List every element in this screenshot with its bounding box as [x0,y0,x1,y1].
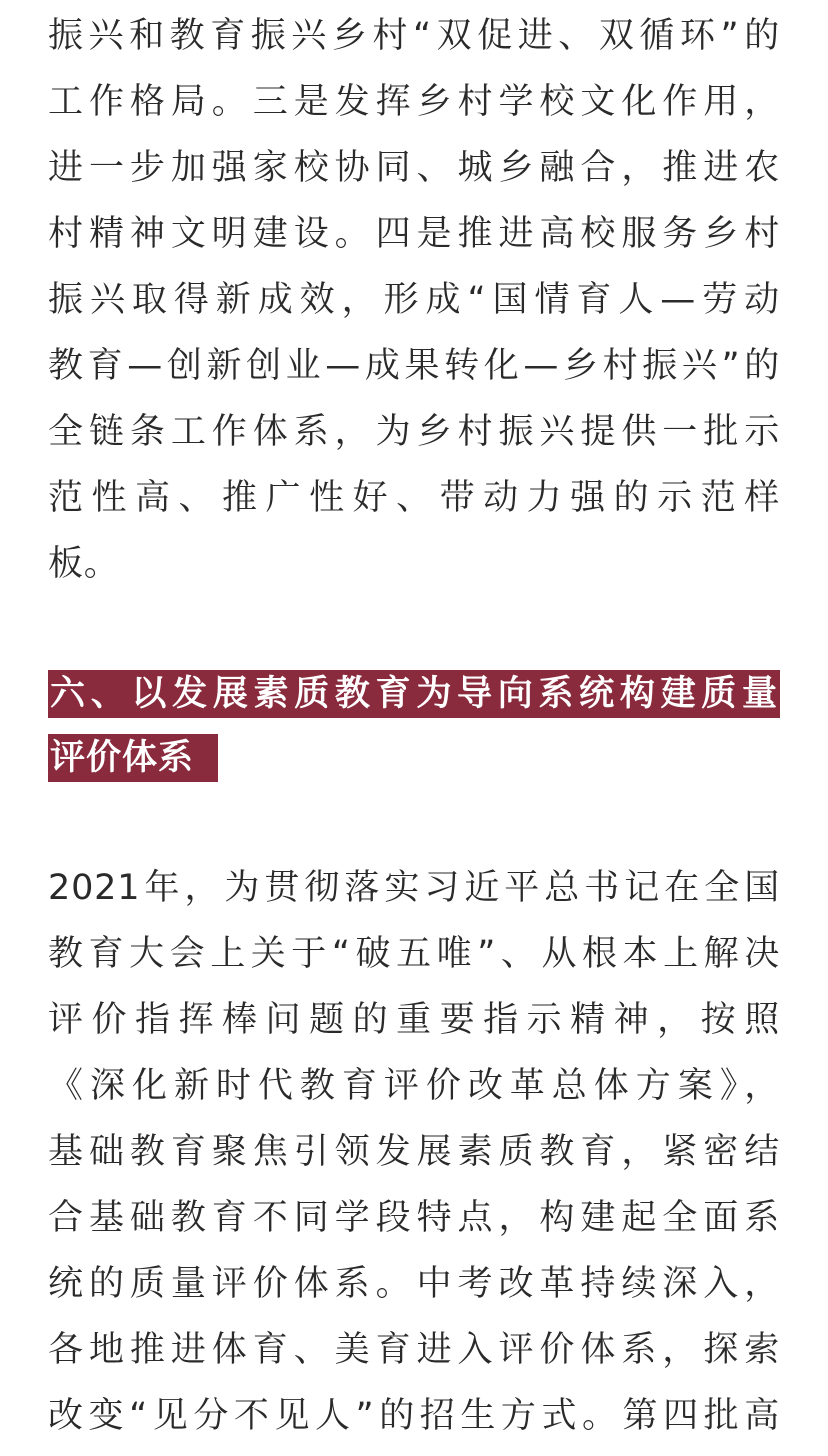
text-line: 教育—创新创业—成果转化—乡村振兴”的 [48,346,780,386]
text-line: 统的质量评价体系。中考改革持续深入， [48,1264,780,1304]
text-line: 工作格局。三是发挥乡村学校文化作用， [48,82,780,122]
text-line: 基础教育聚焦引领发展素质教育，紧密结 [48,1132,780,1172]
text-line: 教育大会上关于“破五唯”、从根本上解决 [48,934,780,974]
text-line: 振兴取得新成效，形成“国情育人—劳动 [48,280,780,320]
text-line: 2021年，为贯彻落实习近平总书记在全国 [48,868,780,908]
text-line: 评价指挥棒问题的重要指示精神，按照 [48,1000,780,1040]
text-line: 板。 [48,544,120,584]
text-line: 《深化新时代教育评价改革总体方案》， [48,1066,780,1106]
text-line: 全链条工作体系，为乡村振兴提供一批示 [48,412,780,452]
text-line: 各地推进体育、美育进入评价体系，探索 [48,1330,780,1370]
heading-line: 评价体系 [48,734,218,782]
heading-line: 六、以发展素质教育为导向系统构建质量 [48,670,780,718]
text-line: 改变“见分不见人”的招生方式。第四批高 [48,1396,780,1436]
text-line: 范性高、推广性好、带动力强的示范样 [48,478,780,518]
text-line: 村精神文明建设。四是推进高校服务乡村 [48,214,780,254]
text-line: 振兴和教育振兴乡村“双促进、双循环”的 [48,16,780,56]
text-line: 进一步加强家校协同、城乡融合，推进农 [48,148,780,188]
text-line: 合基础教育不同学段特点，构建起全面系 [48,1198,780,1238]
